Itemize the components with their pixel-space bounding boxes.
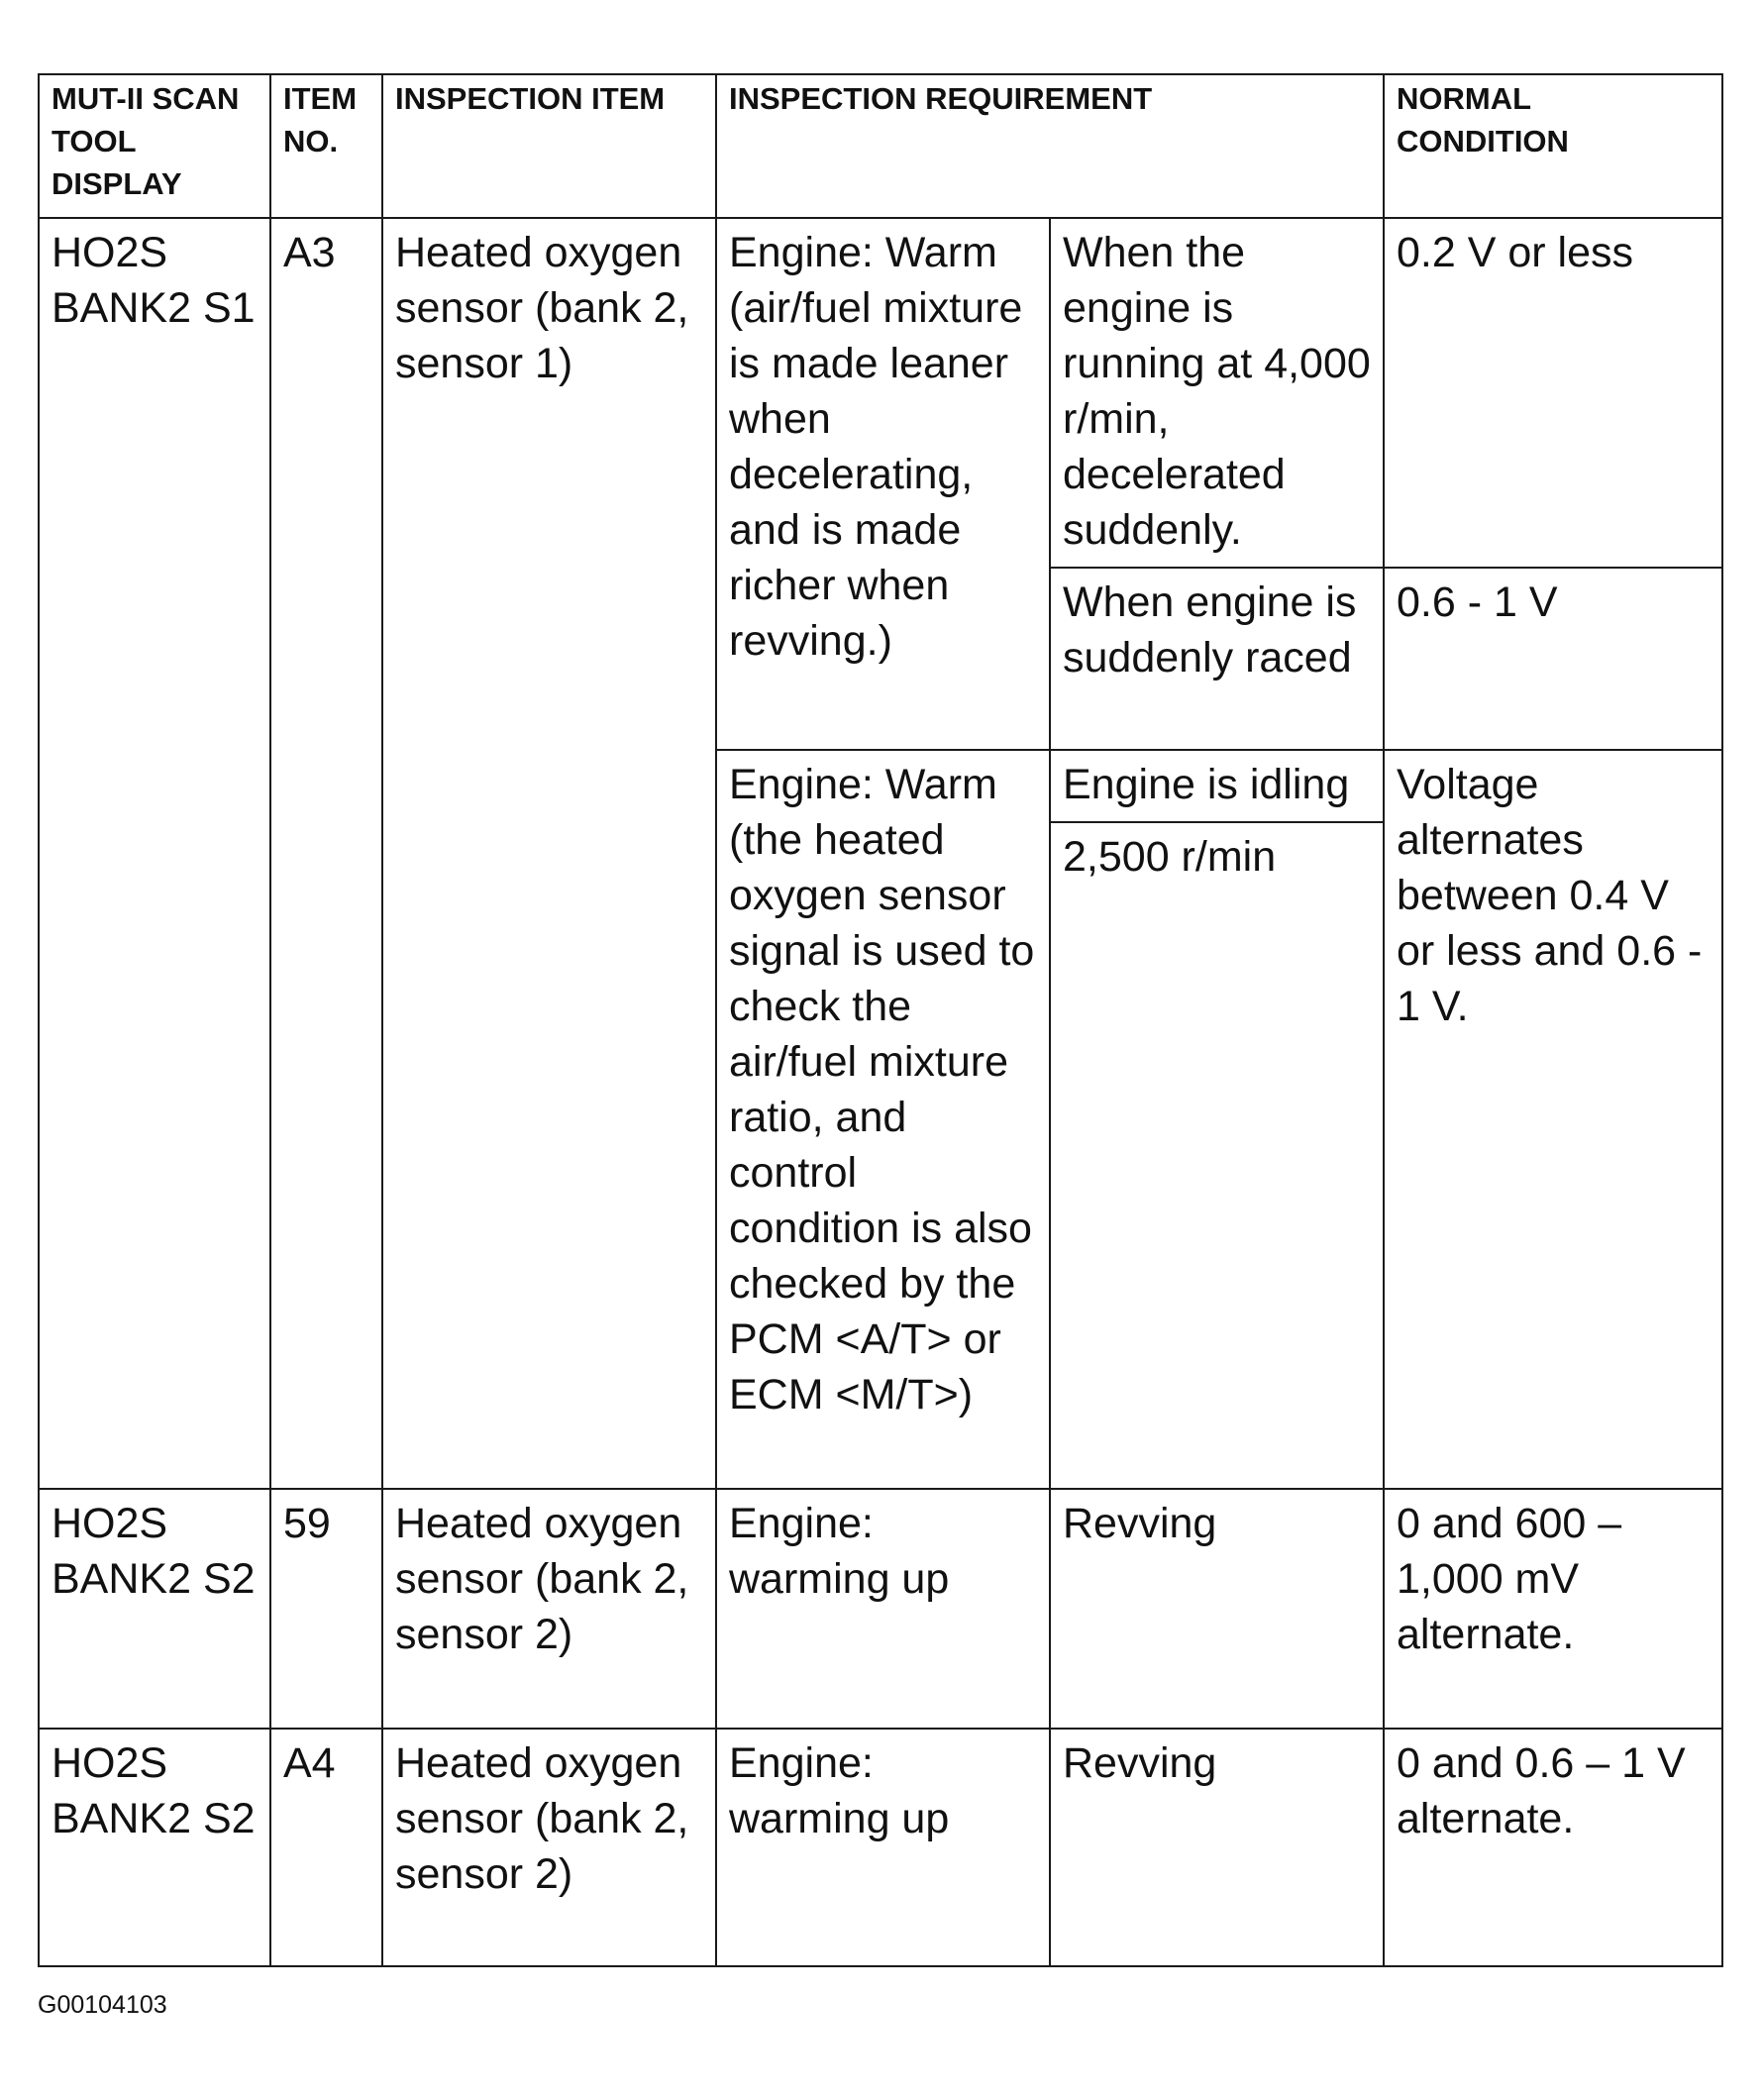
header-inspection-item: INSPECTION ITEM (382, 74, 716, 218)
inspection-item-cell: Heated oxygen sensor (bank 2, sensor 2) (382, 1489, 716, 1729)
table-row (39, 218, 1722, 568)
engine-requirement-cell: Engine: warming up (716, 1729, 1050, 1966)
table-row (39, 1489, 1722, 1729)
condition-cell: 2,500 r/min (1050, 822, 1384, 1489)
normal-condition-cell: 0 and 600 – 1,000 mV alternate. (1384, 1489, 1722, 1729)
item-no-cell: A4 (270, 1729, 382, 1966)
normal-condition-cell: 0.6 - 1 V (1384, 568, 1722, 750)
header-display: MUT-II SCAN TOOL DISPLAY (39, 74, 270, 218)
condition-cell: Revving (1050, 1489, 1384, 1729)
engine-requirement-cell: Engine: Warm (the heated oxygen sensor signal is used to check the air/fuel mixture ratio, and control condition is also checked by the PCM <A/T> or ECM <M/T>) (716, 750, 1050, 1489)
inspection-table (38, 73, 1723, 1967)
figure-code: G00104103 (38, 1991, 167, 2019)
inspection-item-cell: Heated oxygen sensor (bank 2, sensor 1) (382, 218, 716, 1489)
condition-cell: Engine is idling (1050, 750, 1384, 822)
normal-condition-cell: 0.2 V or less (1384, 218, 1722, 568)
condition-cell: Revving (1050, 1729, 1384, 1966)
condition-cell: When the engine is running at 4,000 r/min, decelerated suddenly. (1050, 218, 1384, 568)
header-inspection-requirement: INSPECTION REQUIREMENT (716, 74, 1384, 218)
inspection-item-cell: Heated oxygen sensor (bank 2, sensor 2) (382, 1729, 716, 1966)
item-no-cell: 59 (270, 1489, 382, 1729)
display-cell: HO2S BANK2 S1 (39, 218, 270, 1489)
normal-condition-cell: 0 and 0.6 – 1 V alternate. (1384, 1729, 1722, 1966)
engine-requirement-cell: Engine: Warm (air/fuel mixture is made leaner when decelerating, and is made richer when revving.) (716, 218, 1050, 750)
item-no-cell: A3 (270, 218, 382, 1489)
table-row (39, 1729, 1722, 1966)
display-cell: HO2S BANK2 S2 (39, 1489, 270, 1729)
normal-condition-cell: Voltage alternates between 0.4 V or less and 0.6 - 1 V. (1384, 750, 1722, 1489)
header-item-no: ITEM NO. (270, 74, 382, 218)
table-header-row (39, 74, 1722, 218)
display-cell: HO2S BANK2 S2 (39, 1729, 270, 1966)
condition-cell: When engine is suddenly raced (1050, 568, 1384, 750)
header-normal-condition: NORMAL CONDITION (1384, 74, 1722, 218)
engine-requirement-cell: Engine: warming up (716, 1489, 1050, 1729)
